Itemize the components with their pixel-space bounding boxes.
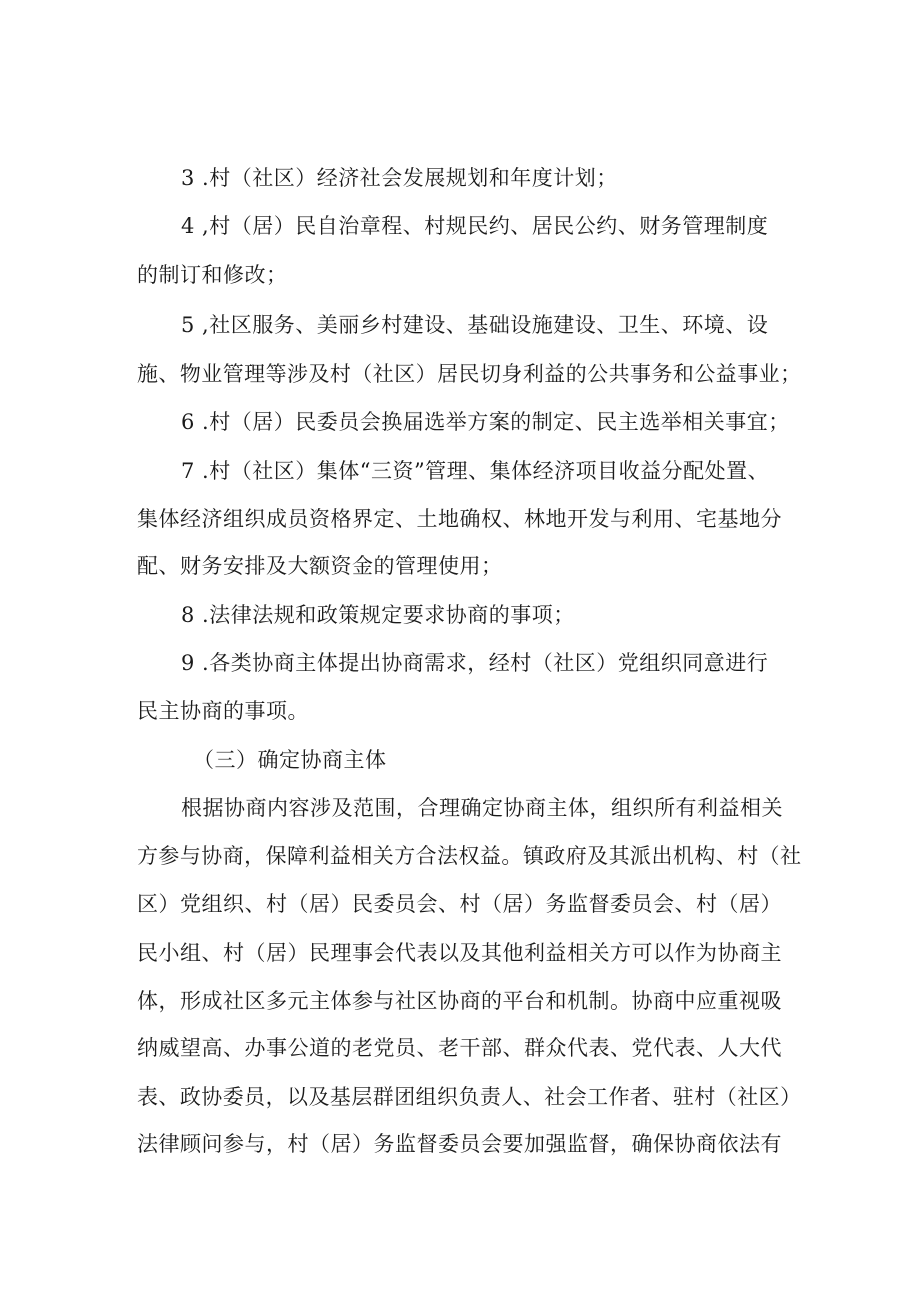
list-item-5: 5 ,社区服务、美丽乡村建设、基础设施建设、卫生、环境、设 xyxy=(181,313,769,337)
paragraph-line-6: 纳威望高、办事公道的老党员、老干部、群众代表、党代表、人大代 xyxy=(137,1036,782,1060)
list-item-3: 3 .村（社区）经济社会发展规划和年度计划； xyxy=(181,166,618,190)
list-item-8: 8 .法律法规和政策规定要求协商的事项； xyxy=(181,603,575,627)
paragraph-line-5: 体，形成社区多元主体参与社区协商的平台和机制。协商中应重视吸 xyxy=(137,989,782,1013)
paragraph-line-3: 区）党组织、村（居）民委员会、村（居）务监督委员会、村（居） xyxy=(137,892,782,916)
paragraph-line-4: 民小组、村（居）民理事会代表以及其他利益相关方可以作为协商主 xyxy=(137,941,782,965)
paragraph-line-2: 方参与协商，保障利益相关方合法权益。镇政府及其派出机构、村（社 xyxy=(137,844,802,868)
paragraph-line-7: 表、政协委员，以及基层群团组织负责人、社会工作者、驻村（社区） xyxy=(137,1085,802,1109)
list-item-4: 4 ,村（居）民自治章程、村规民约、居民公约、财务管理制度 xyxy=(181,214,769,238)
list-item-5-cont: 施、物业管理等涉及村（社区）居民切身利益的公共事务和公益事业； xyxy=(137,362,802,386)
paragraph-line-1: 根据协商内容涉及范围，合理确定协商主体，组织所有利益相关 xyxy=(181,796,783,820)
list-item-6: 6 .村（居）民委员会换届选举方案的制定、民主选举相关事宜； xyxy=(181,410,790,434)
list-item-7-cont-2: 配、财务安排及大额资金的管理使用； xyxy=(137,554,503,578)
list-item-9: 9 .各类协商主体提出协商需求，经村（社区）党组织同意进行 xyxy=(181,651,769,675)
list-item-4-cont: 的制订和修改； xyxy=(137,263,288,287)
section-heading: （三）确定协商主体 xyxy=(193,748,387,772)
list-item-7-cont-1: 集体经济组织成员资格界定、土地确权、林地开发与利用、宅基地分 xyxy=(137,507,782,531)
list-item-7: 7 .村（社区）集体“三资”管理、集体经济项目收益分配处置、 xyxy=(181,459,770,483)
list-item-9-cont: 民主协商的事项。 xyxy=(137,699,309,723)
paragraph-line-8: 法律顾问参与，村（居）务监督委员会要加强监督，确保协商依法有 xyxy=(137,1132,782,1156)
